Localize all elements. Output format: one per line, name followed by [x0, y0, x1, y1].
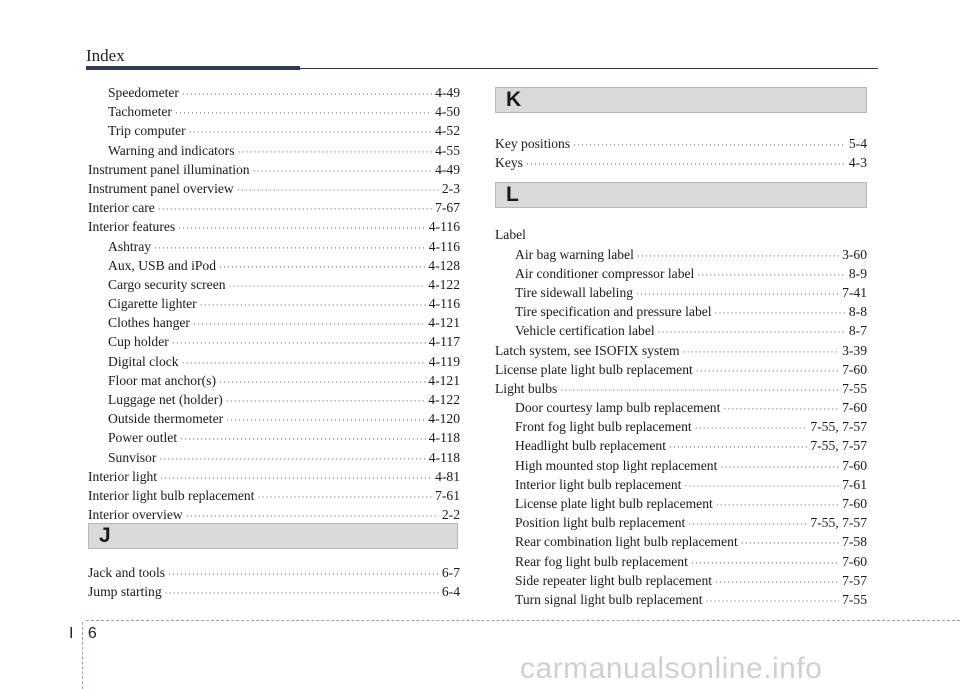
index-page-ref: 4-55	[435, 142, 460, 158]
index-page-ref: 4-128	[428, 257, 460, 273]
index-entry	[88, 217, 460, 236]
index-entry	[495, 360, 867, 379]
index-term: Trip computer	[108, 123, 186, 139]
index-term: Digital clock	[108, 353, 179, 369]
index-term: Position light bulb replacement	[515, 515, 686, 531]
footer-page-value: 6	[87, 625, 97, 642]
index-page-ref: 7-61	[842, 476, 867, 492]
index-term: Tire sidewall labeling	[515, 284, 634, 300]
index-term: Cup holder	[108, 334, 169, 350]
index-term: Rear fog light bulb replacement	[515, 553, 688, 569]
index-page-ref: 8-8	[848, 304, 867, 320]
dot-leader	[238, 143, 433, 162]
index-entry	[88, 486, 460, 505]
dot-leader	[168, 565, 439, 584]
index-page-ref: 2-2	[441, 507, 460, 523]
index-term: Door courtesy lamp bulb replacement	[515, 400, 721, 416]
index-term: Tire specification and pressure label	[515, 304, 712, 320]
index-entry	[495, 513, 867, 532]
index-page-ref: 3-39	[842, 342, 867, 358]
index-page-ref: 7-55	[842, 380, 867, 396]
dot-leader	[182, 354, 426, 373]
dot-leader	[715, 304, 846, 323]
dot-leader	[695, 419, 808, 438]
index-term: High mounted stop light replacement	[515, 457, 718, 473]
dot-leader	[706, 592, 840, 611]
index-term: Interior light	[88, 468, 158, 484]
index-page-ref: 7-67	[435, 200, 460, 216]
index-entry	[88, 179, 460, 198]
dot-leader	[226, 392, 426, 411]
footer-dashed-line	[86, 620, 960, 621]
index-page-ref: 7-60	[842, 496, 867, 511]
index-page-ref: 4-116	[428, 219, 460, 235]
index-entry	[495, 283, 867, 302]
index-term: Interior light bulb replacement	[88, 487, 255, 503]
index-page-ref: 4-49	[435, 85, 460, 100]
dot-leader	[219, 373, 425, 392]
index-page-ref: 4-118	[428, 430, 460, 446]
index-entry	[495, 321, 867, 340]
footer-section-letter: I	[69, 625, 74, 642]
dot-leader	[257, 488, 432, 507]
index-entry	[88, 294, 460, 313]
index-page-ref: 4-122	[428, 276, 460, 292]
index-entry	[88, 505, 460, 524]
index-entry	[88, 160, 460, 179]
index-page-ref: 4-50	[435, 104, 460, 120]
dot-leader	[175, 104, 432, 123]
section-k-list	[495, 134, 867, 172]
index-term: Side repeater light bulb replacement	[515, 572, 713, 588]
dot-leader	[193, 315, 425, 334]
index-page-ref: 4-121	[428, 315, 460, 331]
index-page-ref: 4-121	[428, 372, 460, 388]
index-term: Outside thermometer	[108, 411, 224, 427]
index-page-ref: 7-60	[842, 457, 867, 473]
index-term: Power outlet	[108, 430, 178, 446]
dot-leader	[200, 296, 426, 315]
index-term: Interior care	[88, 200, 155, 216]
index-term: Latch system, see ISOFIX system	[495, 342, 680, 358]
index-term: Air conditioner compressor label	[515, 265, 695, 281]
index-entry	[88, 448, 460, 467]
index-term: License plate light bulb replacement	[495, 361, 693, 377]
index-page-ref: 8-7	[848, 323, 867, 339]
index-entry	[495, 379, 867, 398]
index-entry	[88, 332, 460, 351]
dot-leader	[526, 155, 846, 174]
index-entry	[495, 245, 867, 264]
index-page-ref: 4-116	[428, 238, 460, 254]
dot-leader	[165, 584, 439, 603]
index-entry	[88, 428, 460, 447]
index-page-ref: 4-3	[848, 155, 867, 171]
index-entry	[495, 475, 867, 494]
index-term: Luggage net (holder)	[108, 392, 223, 407]
dot-leader	[253, 162, 432, 181]
index-term: Clothes hanger	[108, 315, 190, 331]
index-entry	[495, 436, 867, 455]
index-entry	[88, 141, 460, 160]
index-entry	[495, 341, 867, 360]
index-page-ref: 4-116	[428, 296, 460, 312]
index-term: Warning and indicators	[108, 142, 235, 158]
index-entry	[88, 102, 460, 121]
index-term: Cargo security screen	[108, 276, 226, 292]
dot-leader	[691, 554, 839, 573]
dot-leader	[573, 136, 846, 155]
dot-leader	[741, 534, 839, 553]
section-k-bar: K	[495, 87, 867, 113]
index-entry	[88, 237, 460, 256]
index-entry	[495, 494, 867, 513]
index-entry	[88, 563, 460, 582]
index-page-ref: 4-49	[435, 161, 460, 177]
index-entry	[495, 456, 867, 475]
index-term: Jack and tools	[88, 565, 166, 580]
dot-leader	[658, 323, 846, 342]
index-page-ref: 7-58	[842, 534, 867, 550]
index-entry	[88, 467, 460, 486]
index-term: Interior features	[88, 219, 176, 235]
index-entry	[88, 313, 460, 332]
index-page-ref: 7-55	[842, 591, 867, 607]
index-term: Vehicle certification label	[515, 323, 655, 339]
index-term: Tachometer	[108, 104, 172, 120]
index-page-ref: 7-41	[842, 284, 867, 300]
index-term: Instrument panel overview	[88, 180, 234, 196]
dot-leader	[180, 430, 426, 449]
dot-leader	[172, 334, 426, 353]
index-entry	[88, 83, 460, 102]
dot-leader	[697, 266, 846, 285]
index-page-ref: 7-60	[842, 553, 867, 569]
index-page-ref: 6-7	[441, 565, 460, 580]
section-l-bar: L	[495, 182, 867, 208]
index-entry	[88, 409, 460, 428]
index-page-ref: 7-57	[842, 572, 867, 588]
index-page-ref: 4-118	[428, 449, 460, 465]
index-page-ref: 7-55, 7-57	[810, 515, 867, 531]
index-entry	[495, 590, 867, 609]
index-entry	[495, 264, 867, 283]
index-term: Cigarette lighter	[108, 296, 197, 312]
dot-leader	[720, 458, 839, 477]
index-page-ref: 7-55, 7-57	[810, 419, 867, 435]
left-column	[88, 83, 460, 524]
index-term: Aux, USB and iPod	[108, 257, 217, 273]
index-entry	[88, 121, 460, 140]
index-term: Keys	[495, 155, 523, 171]
dot-leader	[683, 343, 839, 362]
dot-leader	[226, 411, 425, 430]
index-term: Headlight bulb replacement	[515, 438, 666, 454]
dot-leader	[696, 362, 839, 381]
index-entry	[88, 390, 460, 409]
index-page-ref: 7-61	[435, 487, 460, 503]
index-page-ref: 3-60	[842, 246, 867, 262]
index-term: Front fog light bulb replacement	[515, 419, 692, 435]
index-entry	[495, 153, 867, 172]
index-page-ref: 4-52	[435, 123, 460, 139]
index-page-ref: 4-119	[428, 353, 460, 369]
index-entry	[88, 256, 460, 275]
header-rule-thin	[300, 68, 878, 69]
dot-leader	[219, 258, 425, 277]
index-entry	[495, 552, 867, 571]
header-rule-thick	[86, 66, 300, 70]
index-entry	[495, 571, 867, 590]
dot-leader	[159, 450, 425, 469]
index-entry	[88, 198, 460, 217]
right-column	[495, 87, 867, 609]
index-term: Rear combination light bulb replacement	[515, 534, 738, 550]
dot-leader	[178, 219, 426, 238]
index-term: Interior overview	[88, 507, 183, 523]
index-page-ref: 4-122	[428, 392, 460, 407]
index-term: Light bulbs	[495, 380, 558, 396]
index-entry	[495, 417, 867, 436]
section-l-list	[495, 341, 867, 610]
label-heading: Label	[495, 227, 526, 243]
index-term: Speedometer	[108, 85, 179, 100]
index-page-ref: 4-120	[428, 411, 460, 427]
index-page-ref: 6-4	[441, 584, 460, 600]
index-term: Floor mat anchor(s)	[108, 372, 216, 388]
page-header-title: Index	[86, 46, 125, 65]
index-page-ref: 7-60	[842, 400, 867, 416]
index-entry	[495, 398, 867, 417]
index-entry	[88, 582, 460, 601]
section-j-bar: J	[88, 523, 458, 549]
dot-leader	[715, 573, 839, 592]
index-page-ref: 8-9	[848, 265, 867, 281]
label-sub-list	[495, 245, 867, 341]
index-term: Interior light bulb replacement	[515, 476, 682, 492]
index-entry	[495, 302, 867, 321]
dot-leader	[237, 181, 439, 200]
index-page-ref: 4-117	[428, 334, 460, 350]
index-entry	[88, 275, 460, 294]
index-entry	[88, 371, 460, 390]
index-page-ref: 7-60	[842, 361, 867, 377]
index-term: Air bag warning label	[515, 246, 634, 262]
dot-leader	[182, 85, 432, 104]
index-term: Ashtray	[108, 238, 152, 254]
index-term: Jump starting	[88, 584, 162, 600]
index-entry	[88, 352, 460, 371]
footer-page-number	[69, 625, 97, 643]
index-entry	[495, 532, 867, 551]
index-page-ref: 4-81	[435, 468, 460, 484]
index-page-ref: 5-4	[848, 136, 867, 151]
dot-leader	[158, 200, 432, 219]
index-page-ref: 2-3	[441, 180, 460, 196]
index-term: Turn signal light bulb replacement	[515, 591, 703, 607]
index-term: Sunvisor	[108, 449, 157, 465]
dot-leader	[229, 277, 426, 296]
index-page-ref: 7-55, 7-57	[810, 438, 867, 454]
index-term: Key positions	[495, 136, 571, 151]
section-j-list	[88, 563, 460, 601]
watermark-text: carmanualsonline.info	[520, 652, 823, 685]
index-entry	[495, 134, 867, 153]
index-term: Instrument panel illumination	[88, 161, 250, 177]
index-term: License plate light bulb replacement	[515, 496, 713, 511]
